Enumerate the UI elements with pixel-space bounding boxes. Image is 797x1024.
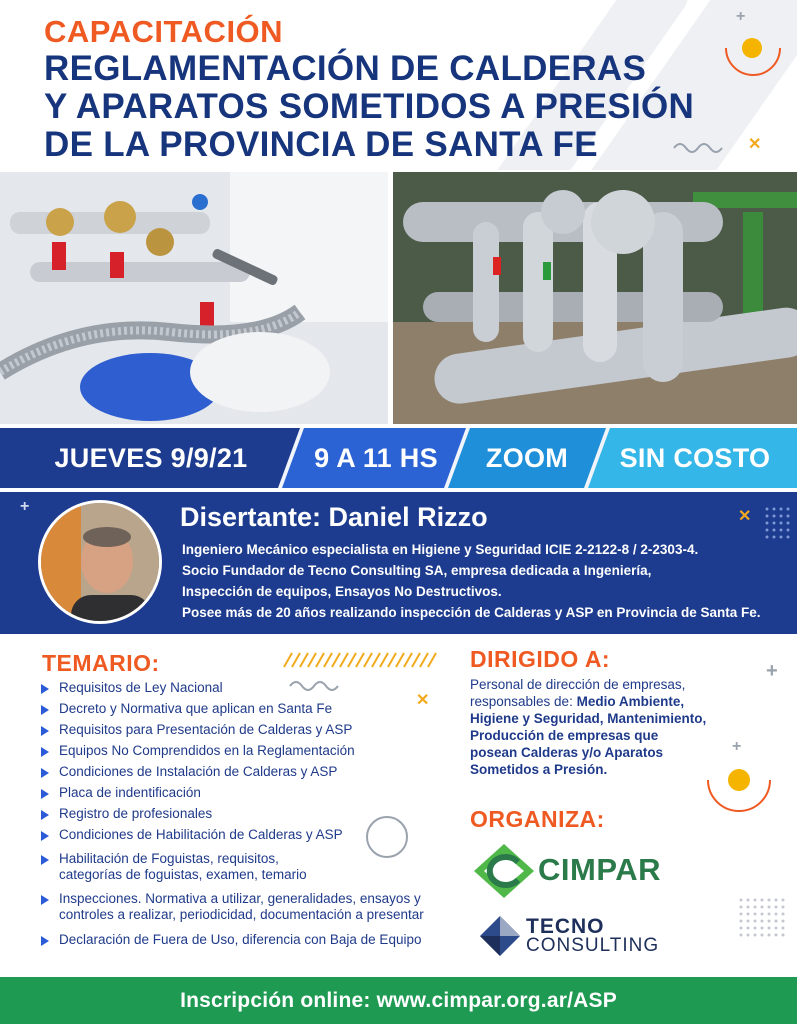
list-item: Requisitos de Ley Nacional (40, 680, 440, 696)
cross-icon: ✕ (748, 136, 762, 153)
arc-icon (722, 30, 784, 80)
list-item: Condiciones de Habilitación de Calderas y ASP (40, 827, 440, 843)
cimpar-logo-icon (474, 842, 536, 900)
list-item: Condiciones de Instalación de Calderas y ASP (40, 764, 440, 780)
photo-industrial-pipes (393, 172, 797, 424)
consulting-logo-text: CONSULTING (526, 935, 660, 956)
cimpar-logo-text: CIMPAR (538, 852, 661, 887)
photo-boiler-repair (0, 172, 388, 424)
tecno-logo-text: TECNO (526, 915, 605, 938)
event-cost: SIN COSTO (619, 442, 771, 473)
temario-heading: TEMARIO: (42, 650, 160, 676)
event-platform: ZOOM (485, 442, 569, 473)
dot-grid-icon (764, 506, 794, 556)
kicker-title: CAPACITACIÓN (44, 14, 284, 49)
industrial-pipes-illustration (393, 172, 797, 424)
list-item: Declaración de Fuera de Uso, diferencia con Baja de Equipo (40, 932, 440, 948)
cross-icon: ✕ (738, 508, 752, 525)
list-item: Equipos No Comprendidos en la Reglamentación (40, 743, 440, 759)
person-portrait-icon (41, 503, 162, 624)
plus-icon: + (732, 738, 742, 755)
list-item: Placa de indentificación (40, 785, 440, 801)
event-time: 9 A 11 HS (314, 442, 438, 473)
speaker-section (0, 492, 797, 634)
dot-grid-icon (738, 897, 794, 943)
dirigido-bold-line: posean Calderas y/o Aparatos (470, 745, 664, 760)
speaker-bio-line: Socio Fundador de Tecno Consulting SA, empresa dedicada a Ingeniería, (182, 563, 652, 578)
dirigido-bold-line: Sometidos a Presión. (470, 762, 608, 777)
speaker-bio-line: Ingeniero Mecánico especialista en Higiene y Seguridad ICIE 2-2122-8 / 2-2303-4. (182, 542, 699, 557)
list-item: Decreto y Normativa que aplican en Santa Fe (40, 701, 440, 717)
dirigido-intro (470, 676, 750, 778)
title-line-1: REGLAMENTACIÓN DE CALDERAS (44, 49, 647, 88)
dirigido-intro-line (470, 693, 750, 710)
title-line-2: Y APARATOS SOMETIDOS A PRESIÓN (44, 87, 695, 126)
plus-icon: + (736, 8, 746, 25)
list-item: Registro de profesionales (40, 806, 440, 822)
dirigido-heading: DIRIGIDO A: (470, 646, 611, 672)
hatch-decoration (282, 652, 442, 668)
event-info-bar (0, 428, 797, 488)
event-date: JUEVES 9/9/21 (54, 442, 248, 473)
list-item: Habilitación de Foguistas, requisitos, (40, 851, 440, 867)
temario-list (40, 680, 440, 948)
list-item-continuation: categorías de foguistas, examen, temario (59, 867, 307, 882)
dirigido-bold-line: Higiene y Seguridad, Mantenimiento, (470, 711, 707, 726)
wave-icon (672, 138, 732, 154)
speaker-heading: Disertante: Daniel Rizzo (180, 502, 488, 532)
speaker-bio-line: Posee más de 20 años realizando inspección de Calderas y ASP en Provincia de Santa Fe. (182, 605, 761, 620)
plus-icon: + (766, 660, 778, 682)
dirigido-intro-prefix: responsables de: (470, 694, 573, 709)
title-line-3: DE LA PROVINCIA DE SANTA FE (44, 125, 598, 164)
organiza-heading: ORGANIZA: (470, 806, 605, 832)
speaker-avatar (38, 500, 162, 624)
tecno-consulting-logo-icon (478, 914, 522, 958)
list-item-continuation: controles a realizar, periodicidad, documentación a presentar (59, 907, 424, 922)
plus-icon: + (20, 498, 30, 515)
registration-link[interactable]: Inscripción online: www.cimpar.org.ar/ASP (180, 988, 617, 1012)
boiler-pipes-illustration (0, 172, 388, 424)
list-item: Inspecciones. Normativa a utilizar, generalidades, ensayos y (40, 891, 440, 907)
cross-icon: ✕ (416, 692, 430, 709)
list-item: Requisitos para Presentación de Calderas y ASP (40, 722, 440, 738)
dirigido-bold-text: Medio Ambiente, (576, 694, 685, 709)
registration-footer[interactable] (0, 977, 797, 1024)
dirigido-bold-line: Producción de empresas que (470, 728, 659, 743)
dirigido-intro-line: Personal de dirección de empresas, (470, 677, 686, 692)
speaker-bio-line: Inspección de equipos, Ensayos No Destructivos. (182, 584, 502, 599)
header (0, 0, 797, 170)
